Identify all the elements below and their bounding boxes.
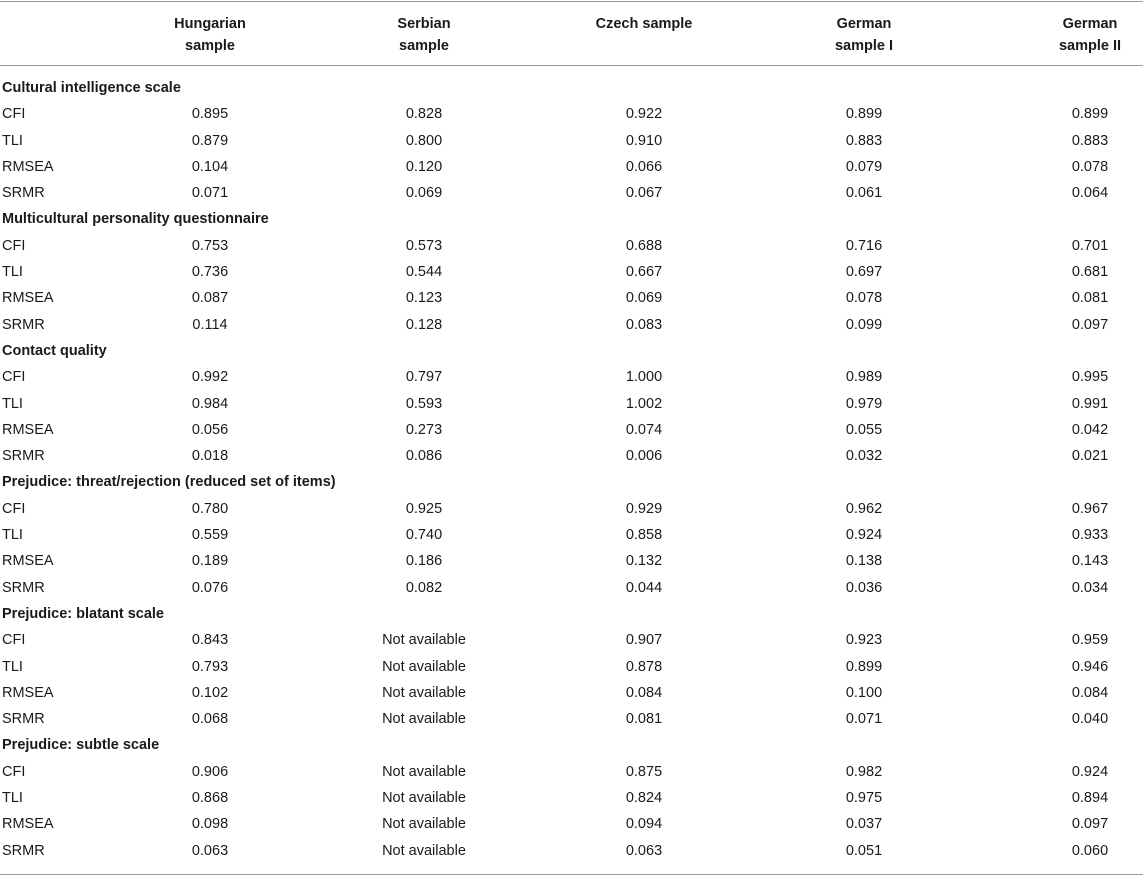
table-cell: 0.962 [845, 500, 883, 517]
table-cell: 0.929 [625, 500, 663, 517]
table-cell: 0.114 [192, 316, 228, 333]
table-cell: 0.143 [1071, 553, 1109, 570]
table-cell: 0.138 [845, 553, 883, 570]
table-cell: 0.123 [405, 290, 443, 307]
table-cell: 0.128 [405, 316, 443, 333]
table-cell: 0.878 [625, 658, 663, 675]
row-label: SRMR [2, 711, 45, 728]
table-cell: 0.933 [1071, 527, 1109, 544]
table-cell: 0.186 [405, 553, 443, 570]
table-cell: 0.084 [625, 684, 663, 701]
table-cell: 0.895 [191, 106, 229, 123]
table-row [0, 154, 1143, 180]
table-cell: 0.084 [1071, 684, 1109, 701]
table-cell: 0.273 [405, 421, 443, 438]
table-cell: 0.544 [405, 264, 443, 281]
table-cell: 0.979 [845, 395, 883, 412]
table-row [0, 496, 1143, 522]
table-cell: 0.875 [625, 763, 663, 780]
table-cell: 0.800 [405, 132, 443, 149]
table-cell: 0.883 [845, 132, 883, 149]
table-cell: 0.989 [845, 369, 883, 386]
header-rule [0, 65, 1143, 66]
row-label: SRMR [2, 316, 45, 333]
table-cell: 0.074 [625, 421, 663, 438]
table-cell: 0.899 [845, 106, 883, 123]
table-cell: Not available [382, 790, 466, 807]
table-cell: 0.060 [1071, 842, 1109, 859]
row-label: RMSEA [2, 421, 54, 438]
table-row [0, 838, 1143, 864]
table-cell: 0.082 [405, 579, 443, 596]
table-cell: 0.701 [1071, 237, 1109, 254]
row-label: CFI [2, 632, 26, 649]
table-cell: 0.055 [845, 421, 883, 438]
table-cell: 0.923 [845, 632, 883, 649]
table-cell: 0.573 [405, 237, 443, 254]
table-cell: 0.094 [625, 816, 663, 833]
table-cell: 0.946 [1071, 658, 1109, 675]
table-cell: 0.021 [1071, 448, 1109, 465]
table-cell: 0.076 [191, 579, 229, 596]
table-cell: 0.069 [405, 185, 443, 202]
table-row [0, 575, 1143, 601]
table-row [0, 259, 1143, 285]
table-cell: 1.002 [625, 395, 663, 412]
table-cell: 0.793 [191, 658, 229, 675]
table-cell: 0.899 [845, 658, 883, 675]
table-row [0, 443, 1143, 469]
table-row [0, 417, 1143, 443]
table-cell: 0.067 [625, 185, 663, 202]
table-cell: 0.083 [625, 316, 663, 333]
table-cell: 0.086 [405, 448, 443, 465]
table-cell: 0.066 [625, 158, 663, 175]
section-title: Prejudice: subtle scale [2, 737, 160, 754]
table-cell: 0.879 [191, 132, 229, 149]
table-cell: 0.099 [845, 316, 883, 333]
row-label: CFI [2, 500, 26, 517]
table-cell: 0.824 [625, 790, 663, 807]
table-cell: 0.906 [191, 763, 229, 780]
table-cell: 0.063 [191, 842, 229, 859]
table-cell: Not available [382, 684, 466, 701]
row-label: TLI [2, 790, 23, 807]
table-cell: 0.104 [191, 158, 229, 175]
row-label: CFI [2, 369, 26, 386]
table-cell: 0.991 [1071, 395, 1109, 412]
section-title: Prejudice: threat/rejection (reduced set of items) [2, 474, 336, 491]
top-rule [0, 1, 1143, 2]
table-cell: 0.051 [845, 842, 883, 859]
row-label: RMSEA [2, 290, 54, 307]
table-cell: 0.925 [405, 500, 443, 517]
table-row [0, 364, 1143, 390]
table-cell: 0.081 [1071, 290, 1109, 307]
table-cell: 0.716 [845, 237, 883, 254]
table-cell: 0.036 [845, 579, 883, 596]
table-cell: 0.992 [191, 369, 229, 386]
table-cell: Not available [382, 632, 466, 649]
section-title: Contact quality [2, 342, 107, 359]
table-cell: 0.078 [845, 290, 883, 307]
table-cell: 0.034 [1071, 579, 1109, 596]
table-cell: 0.102 [191, 684, 229, 701]
table-cell: 0.064 [1071, 185, 1109, 202]
table-cell: 0.018 [191, 448, 229, 465]
column-header-german-2: German sample II [1058, 16, 1122, 54]
table-cell: 0.995 [1071, 369, 1109, 386]
table-cell: 0.924 [1071, 763, 1109, 780]
table-cell: 0.006 [625, 448, 663, 465]
table-cell: 0.688 [625, 237, 663, 254]
table-cell: 0.097 [1071, 816, 1109, 833]
table-row [0, 785, 1143, 811]
table-cell: 0.068 [191, 711, 229, 728]
column-header-hungarian: Hungarian sample [174, 16, 246, 54]
row-label: SRMR [2, 185, 45, 202]
table-cell: 0.858 [625, 527, 663, 544]
row-label: TLI [2, 132, 23, 149]
row-label: RMSEA [2, 158, 54, 175]
table-cell: 0.883 [1071, 132, 1109, 149]
row-label: CFI [2, 237, 26, 254]
table-cell: 0.063 [625, 842, 663, 859]
row-label: RMSEA [2, 684, 54, 701]
row-label: CFI [2, 106, 26, 123]
table-cell: 0.797 [405, 369, 443, 386]
table-row [0, 706, 1143, 732]
table-row [0, 759, 1143, 785]
table-cell: 1.000 [625, 369, 663, 386]
table-cell: 0.843 [191, 632, 229, 649]
table-cell: 0.189 [191, 553, 229, 570]
table-cell: 0.667 [625, 264, 663, 281]
table-cell: 0.828 [405, 106, 443, 123]
table-cell: 0.959 [1071, 632, 1109, 649]
table-cell: 0.753 [191, 237, 229, 254]
table-row [0, 312, 1143, 338]
table-row [0, 391, 1143, 417]
column-header-czech: Czech sample [595, 16, 693, 32]
section-title: Cultural intelligence scale [2, 80, 181, 96]
table-row [0, 811, 1143, 837]
table-row [0, 548, 1143, 574]
table-cell: 0.037 [845, 816, 883, 833]
column-header-serbian: Serbian sample [397, 16, 451, 54]
table-cell: 0.056 [191, 421, 229, 438]
table-cell: 0.042 [1071, 421, 1109, 438]
table-cell: 0.071 [191, 185, 229, 202]
table-cell: Not available [382, 711, 466, 728]
table-cell: Not available [382, 658, 466, 675]
table-row [0, 654, 1143, 680]
table-cell: 0.740 [405, 527, 443, 544]
table-cell: 0.967 [1071, 500, 1109, 517]
table-cell: 0.100 [845, 684, 883, 701]
table-cell: 0.087 [191, 290, 229, 307]
row-label: SRMR [2, 842, 45, 859]
table-cell: Not available [382, 842, 466, 859]
row-label: RMSEA [2, 816, 54, 833]
table-cell: 0.132 [625, 553, 663, 570]
table-cell: 0.894 [1071, 790, 1109, 807]
row-label: SRMR [2, 579, 45, 596]
table-cell: 0.559 [191, 527, 229, 544]
table-cell: 0.780 [191, 500, 229, 517]
table-cell: Not available [382, 763, 466, 780]
row-label: TLI [2, 527, 23, 544]
section-title: Multicultural personality questionnaire [2, 211, 269, 228]
table-row [0, 680, 1143, 706]
row-label: TLI [2, 395, 23, 412]
table-cell: 0.061 [845, 185, 883, 202]
row-label: RMSEA [2, 553, 54, 570]
table-cell: 0.079 [845, 158, 883, 175]
table-cell: 0.071 [845, 711, 883, 728]
table-cell: 0.120 [405, 158, 443, 175]
table-cell: 0.975 [845, 790, 883, 807]
table-cell: 0.922 [625, 106, 663, 123]
table-cell: 0.032 [845, 448, 883, 465]
table-cell: 0.910 [625, 132, 663, 149]
table-cell: 0.081 [625, 711, 663, 728]
row-label: TLI [2, 264, 23, 281]
table-cell: 0.899 [1071, 106, 1109, 123]
table-cell: 0.044 [625, 579, 663, 596]
table-cell: 0.984 [191, 395, 229, 412]
table-cell: 0.078 [1071, 158, 1109, 175]
table-cell: 0.868 [191, 790, 229, 807]
table-body [0, 75, 1143, 864]
table-row [0, 522, 1143, 548]
row-label: SRMR [2, 448, 45, 465]
table-row [0, 233, 1143, 259]
table-row [0, 101, 1143, 127]
table-cell: 0.681 [1071, 264, 1109, 281]
table-cell: 0.736 [191, 264, 229, 281]
table-row [0, 627, 1143, 653]
table-cell: 0.593 [405, 395, 443, 412]
table-cell: 0.924 [845, 527, 883, 544]
table-cell: 0.069 [625, 290, 663, 307]
column-header-german-1: German sample I [834, 16, 894, 54]
table-cell: 0.098 [191, 816, 229, 833]
table-cell: 0.907 [625, 632, 663, 649]
table-cell: 0.097 [1071, 316, 1109, 333]
table-row [0, 128, 1143, 154]
table-row [0, 180, 1143, 206]
bottom-rule [0, 874, 1143, 875]
table-cell: 0.982 [845, 763, 883, 780]
table-cell: Not available [382, 816, 466, 833]
table-row [0, 285, 1143, 311]
row-label: CFI [2, 763, 26, 780]
section-title: Prejudice: blatant scale [2, 605, 164, 622]
table-cell: 0.040 [1071, 711, 1109, 728]
table-cell: 0.697 [845, 264, 883, 281]
row-label: TLI [2, 658, 23, 675]
